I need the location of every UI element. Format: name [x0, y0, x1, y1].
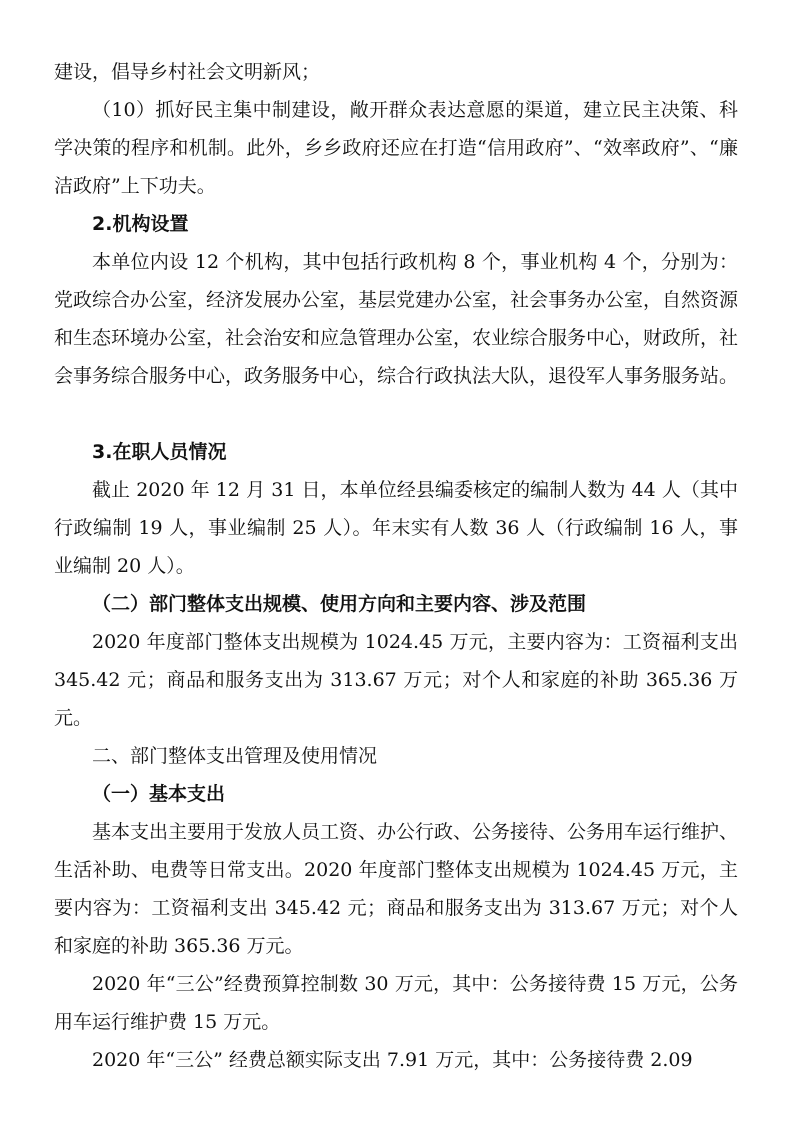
paragraph-expenditure-scale: 2020 年度部门整体支出规模为 1024.45 万元，主要内容为：工资福利支出 345.42 元；商品和服务支出为 313.67 万元；对个人和家庭的补助 365.36 万元。	[54, 631, 738, 729]
heading-basic-expenditure: （一）基本支出	[92, 783, 226, 805]
heading-institution-setup: 2.机构设置	[92, 213, 189, 235]
paragraph-three-public-budget: 2020 年“三公”经费预算控制数 30 万元，其中：公务接待费 15 万元，公务用车运行维护费 15 万元。	[54, 973, 738, 1033]
paragraph-rural-civilization: 建设，倡导乡村社会文明新风；	[54, 61, 321, 83]
paragraph-institution-list: 本单位内设 12 个机构，其中包括行政机构 8 个，事业机构 4 个，分别为：党政综合办公室，经济发展办公室，基层党建办公室，社会事务办公室，自然资源和生态环境办公室，社会治安和应急管理办公室，农业综合服务中心，财政所，社会事务综合服务中心，政务服务中心，综合行政执法大队，退役军人事务服务站。	[54, 251, 739, 387]
paragraph-staff-numbers: 截止 2020 年 12 月 31 日，本单位经县编委核定的编制人数为 44 人（其中行政编制 19 人，事业编制 25 人）。年末实有人数 36 人（行政编制 16 人，事业编制 20 人）。	[54, 479, 738, 577]
paragraph-three-public-actual: 2020 年“三公” 经费总额实际支出 7.91 万元，其中：公务接待费 2.09	[92, 1049, 693, 1071]
paragraph-democratic-centralism: （10）抓好民主集中制建设，敞开群众表达意愿的渠道，建立民主决策、科学决策的程序和机制。此外，乡乡政府还应在打造“信用政府”、“效率政府”、“廉洁政府”上下功夫。	[54, 99, 738, 197]
paragraph-basic-expenditure: 基本支出主要用于发放人员工资、办公行政、公务接待、公务用车运行维护、生活补助、电费等日常支出。2020 年度部门整体支出规模为 1024.45 万元，主要内容为：工资福利支出 345.42 元；商品和服务支出为 313.67 万元；对个人和家庭的补助 365.36 万元。	[54, 821, 739, 957]
heading-expenditure-scope: （二）部门整体支出规模、使用方向和主要内容、涉及范围	[92, 593, 587, 615]
heading-staff-status: 3.在职人员情况	[92, 441, 227, 463]
heading-expenditure-management: 二、部门整体支出管理及使用情况	[92, 745, 378, 767]
